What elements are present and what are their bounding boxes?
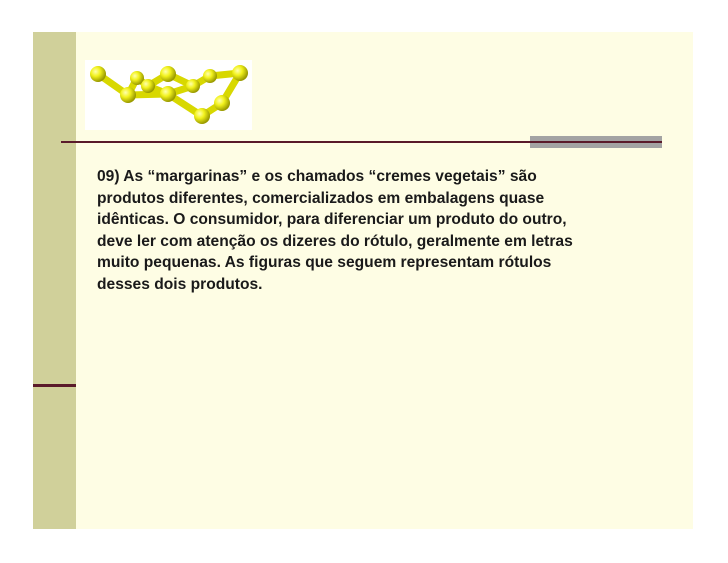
left-strip-rule bbox=[33, 384, 76, 387]
molecule-image bbox=[85, 60, 252, 130]
title-rule bbox=[61, 141, 531, 143]
question-text bbox=[97, 166, 677, 295]
question-line-1: 09) As “margarinas” e os chamados “cremes vegetais” são bbox=[97, 168, 537, 185]
gray-bar-rule bbox=[530, 141, 662, 143]
left-decorative-strip bbox=[33, 32, 76, 529]
question-line-6: desses dois produtos. bbox=[97, 275, 263, 293]
question-line-3: idênticas. O consumidor, para diferenciar um produto do outro, bbox=[97, 211, 567, 228]
question-line-2: produtos diferentes, comercializados em embalagens quase bbox=[97, 189, 545, 207]
question-line-5: muito pequenas. As figuras que seguem representam rótulos bbox=[97, 254, 552, 271]
yellow-ball-and-stick-molecule-icon bbox=[85, 60, 252, 130]
question-line-4: deve ler com atenção os dizeres do rótulo, geralmente em letras bbox=[97, 232, 573, 250]
